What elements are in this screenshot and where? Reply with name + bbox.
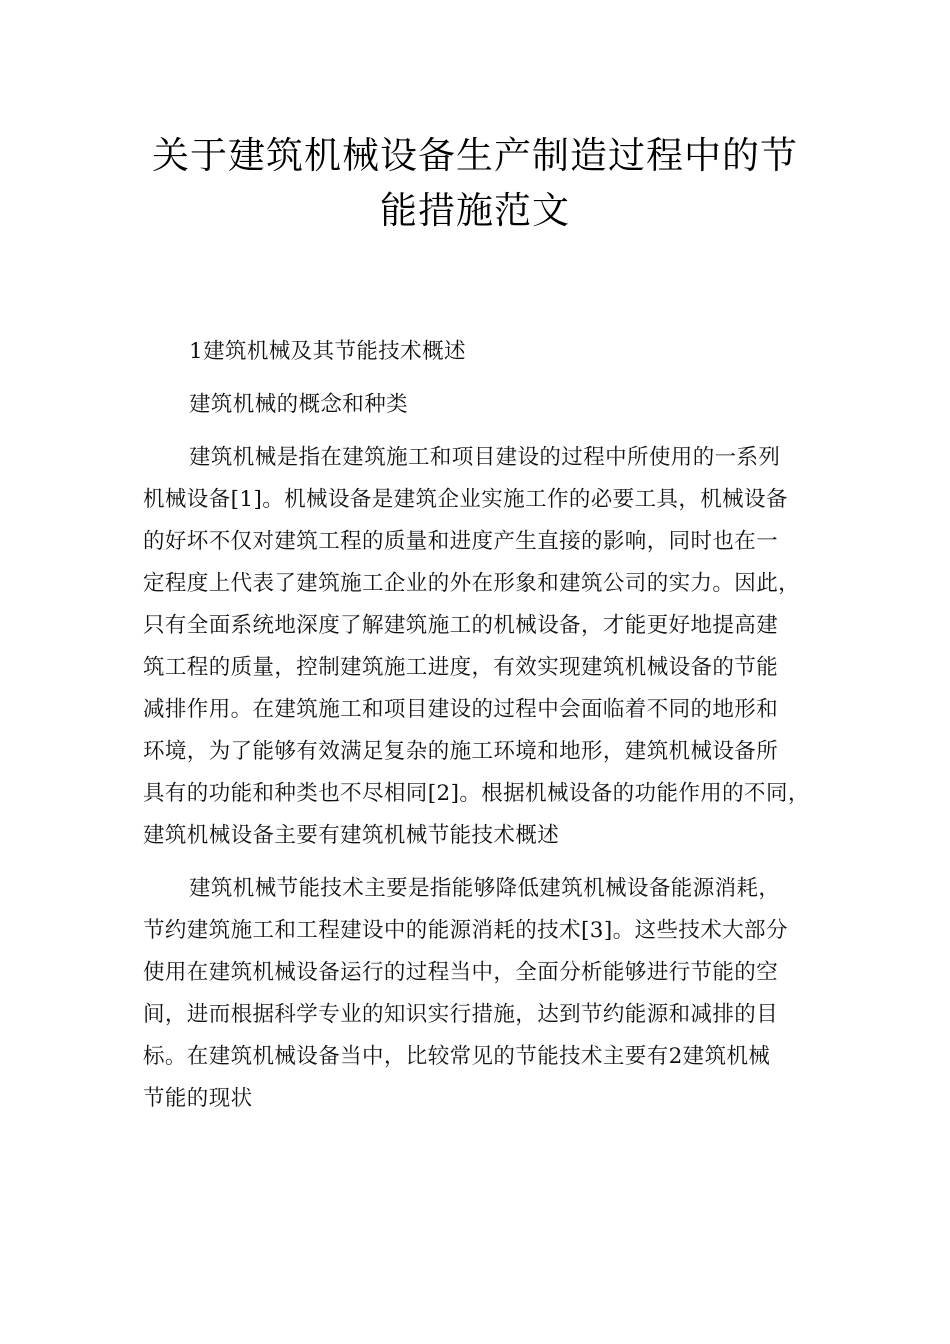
paragraph-line: 节约建筑施工和工程建设中的能源消耗的技术[3]。这些技术大部分 xyxy=(143,918,788,943)
paragraph-line: 标。在建筑机械设备当中，比较常见的节能技术主要有2建筑机械 xyxy=(143,1044,771,1069)
paragraph-line: 机械设备[1]。机械设备是建筑企业实施工作的必要工具，机械设备 xyxy=(143,487,788,512)
paragraph-line: 筑工程的质量，控制建筑施工进度，有效实现建筑机械设备的节能 xyxy=(143,655,779,680)
paragraph-line: 定程度上代表了建筑施工企业的外在形象和建筑公司的实力。因此， xyxy=(143,571,801,596)
paragraph-line: 只有全面系统地深度了解建筑施工的机械设备，才能更好地提高建 xyxy=(143,613,779,638)
paragraph-line: 环境，为了能够有效满足复杂的施工环境和地形，建筑机械设备所 xyxy=(143,739,779,764)
paragraph-line: 节能的现状 xyxy=(143,1086,253,1111)
subsection-heading: 建筑机械的概念和种类 xyxy=(189,392,409,417)
title-line-1: 关于建筑机械设备生产制造过程中的节 xyxy=(152,134,798,177)
paragraph-line: 具有的功能和种类也不尽相同[2]。根据机械设备的功能作用的不同， xyxy=(143,781,810,806)
document-body xyxy=(143,331,823,1120)
section-heading: 1建筑机械及其节能技术概述 xyxy=(189,339,466,364)
paragraph-line: 减排作用。在建筑施工和项目建设的过程中会面临着不同的地形和 xyxy=(143,697,779,722)
title-line-2: 能措施范文 xyxy=(380,189,570,232)
paragraph-line: 的好坏不仅对建筑工程的质量和进度产生直接的影响，同时也在一 xyxy=(143,529,779,554)
paragraph-line: 间，进而根据科学专业的知识实行措施，达到节约能源和减排的目 xyxy=(143,1002,779,1027)
paragraph-line: 建筑机械设备主要有建筑机械节能技术概述 xyxy=(143,823,560,848)
paragraph-1 xyxy=(143,437,823,857)
paragraph-line: 建筑机械节能技术主要是指能够降低建筑机械设备能源消耗， xyxy=(189,876,781,901)
paragraph-line: 使用在建筑机械设备运行的过程当中，全面分析能够进行节能的空 xyxy=(143,960,779,985)
paragraph-2 xyxy=(143,868,823,1120)
paragraph-line: 建筑机械是指在建筑施工和项目建设的过程中所使用的一系列 xyxy=(189,445,781,470)
document-title xyxy=(140,128,810,238)
